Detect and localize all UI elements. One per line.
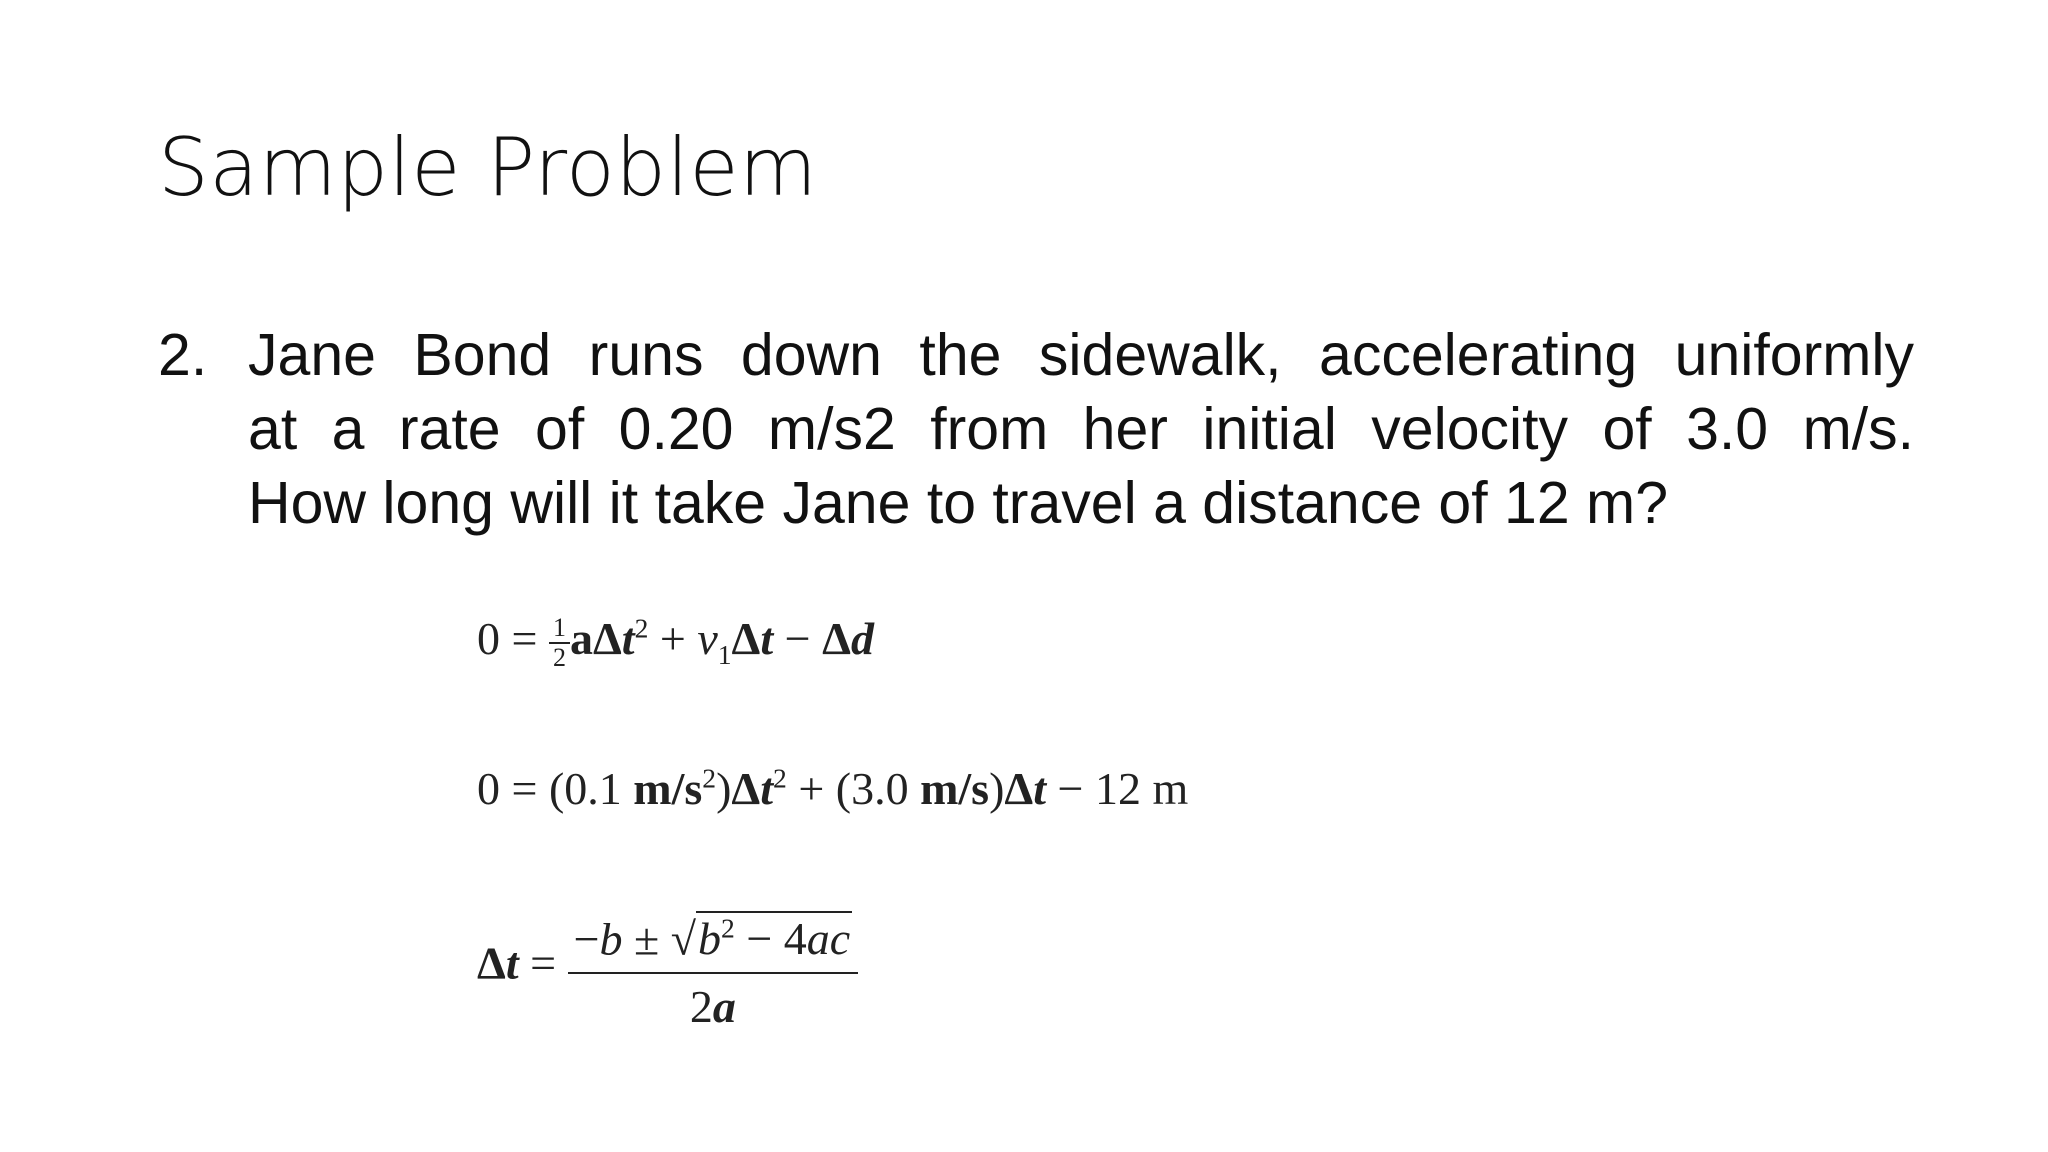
eq3-den-a: a [712, 981, 736, 1033]
eq3-num-ac: ac [806, 913, 851, 965]
eq1-half-denominator: 2 [552, 643, 566, 673]
eq2-unit-1-square: 2 [702, 762, 717, 794]
eq2-delta-2: Δ [1004, 763, 1034, 814]
eq1-t-2: t [760, 613, 774, 664]
eq3-equals: = [518, 937, 557, 989]
eq1-delta-3: Δ [822, 613, 851, 664]
eq1-half-fraction [549, 614, 570, 672]
eq1-delta-2: Δ [731, 613, 761, 664]
eq2-unit-3: m [1152, 763, 1189, 814]
slide-title: Sample Problem [158, 121, 818, 214]
eq3-num-b2-square: 2 [721, 913, 735, 944]
eq3-num-b2: b [698, 913, 722, 965]
eq3-den-2: 2 [689, 981, 713, 1033]
eq3-num-pm: ± [622, 913, 671, 965]
eq2-lhs: 0 = (0.1 [477, 763, 634, 814]
eq2-minus: − 12 [1046, 763, 1153, 814]
eq1-v: v [697, 613, 718, 664]
eq2-unit-2: m/s [920, 763, 990, 814]
eq2-t-1-square: 2 [773, 762, 787, 794]
eq3-radicand [696, 911, 852, 964]
eq1-d: d [850, 613, 874, 664]
problem-number: 2. [158, 322, 208, 388]
equation-quadratic-formula [477, 900, 858, 1036]
eq2-unit-1: m/s [633, 763, 703, 814]
eq1-delta-1: Δ [592, 613, 622, 664]
eq3-denominator [568, 974, 859, 1036]
eq3-num-minus: − [573, 913, 600, 965]
eq1-half-numerator: 1 [549, 614, 570, 644]
eq3-numerator [568, 900, 859, 974]
eq1-plus: + [659, 613, 686, 664]
eq1-t-1: t [621, 613, 635, 664]
eq2-delta-1: Δ [731, 763, 761, 814]
eq1-lhs: 0 = [477, 613, 538, 664]
eq2-t-1: t [760, 763, 774, 814]
problem-line-1: Jane Bond runs down the sidewalk, accelerating uniformly [248, 322, 1914, 388]
eq2-close-2: ) [989, 763, 1005, 814]
equation-substituted [477, 762, 1188, 815]
eq1-a: a [569, 613, 593, 664]
eq3-sqrt-icon: √ [670, 913, 697, 965]
eq3-lhs-delta: Δ [477, 937, 506, 989]
eq3-num-minus-4: − 4 [734, 913, 807, 965]
eq3-fraction [568, 900, 859, 1036]
equation-kinematics-quadratic [477, 612, 874, 672]
eq2-mid: + (3.0 [786, 763, 921, 814]
eq1-v-subscript: 1 [717, 639, 732, 671]
problem-line-3: How long will it take Jane to travel a distance of 12 m? [248, 470, 1669, 536]
eq1-minus: − [784, 613, 811, 664]
eq1-square-1: 2 [634, 612, 649, 644]
eq2-t-2: t [1033, 763, 1047, 814]
problem-line-2: at a rate of 0.20 m/s2 from her initial velocity of 3.0 m/s. [248, 396, 1914, 462]
eq3-lhs-t: t [505, 937, 519, 989]
eq2-close-1: ) [716, 763, 732, 814]
eq3-num-b: b [599, 913, 623, 965]
